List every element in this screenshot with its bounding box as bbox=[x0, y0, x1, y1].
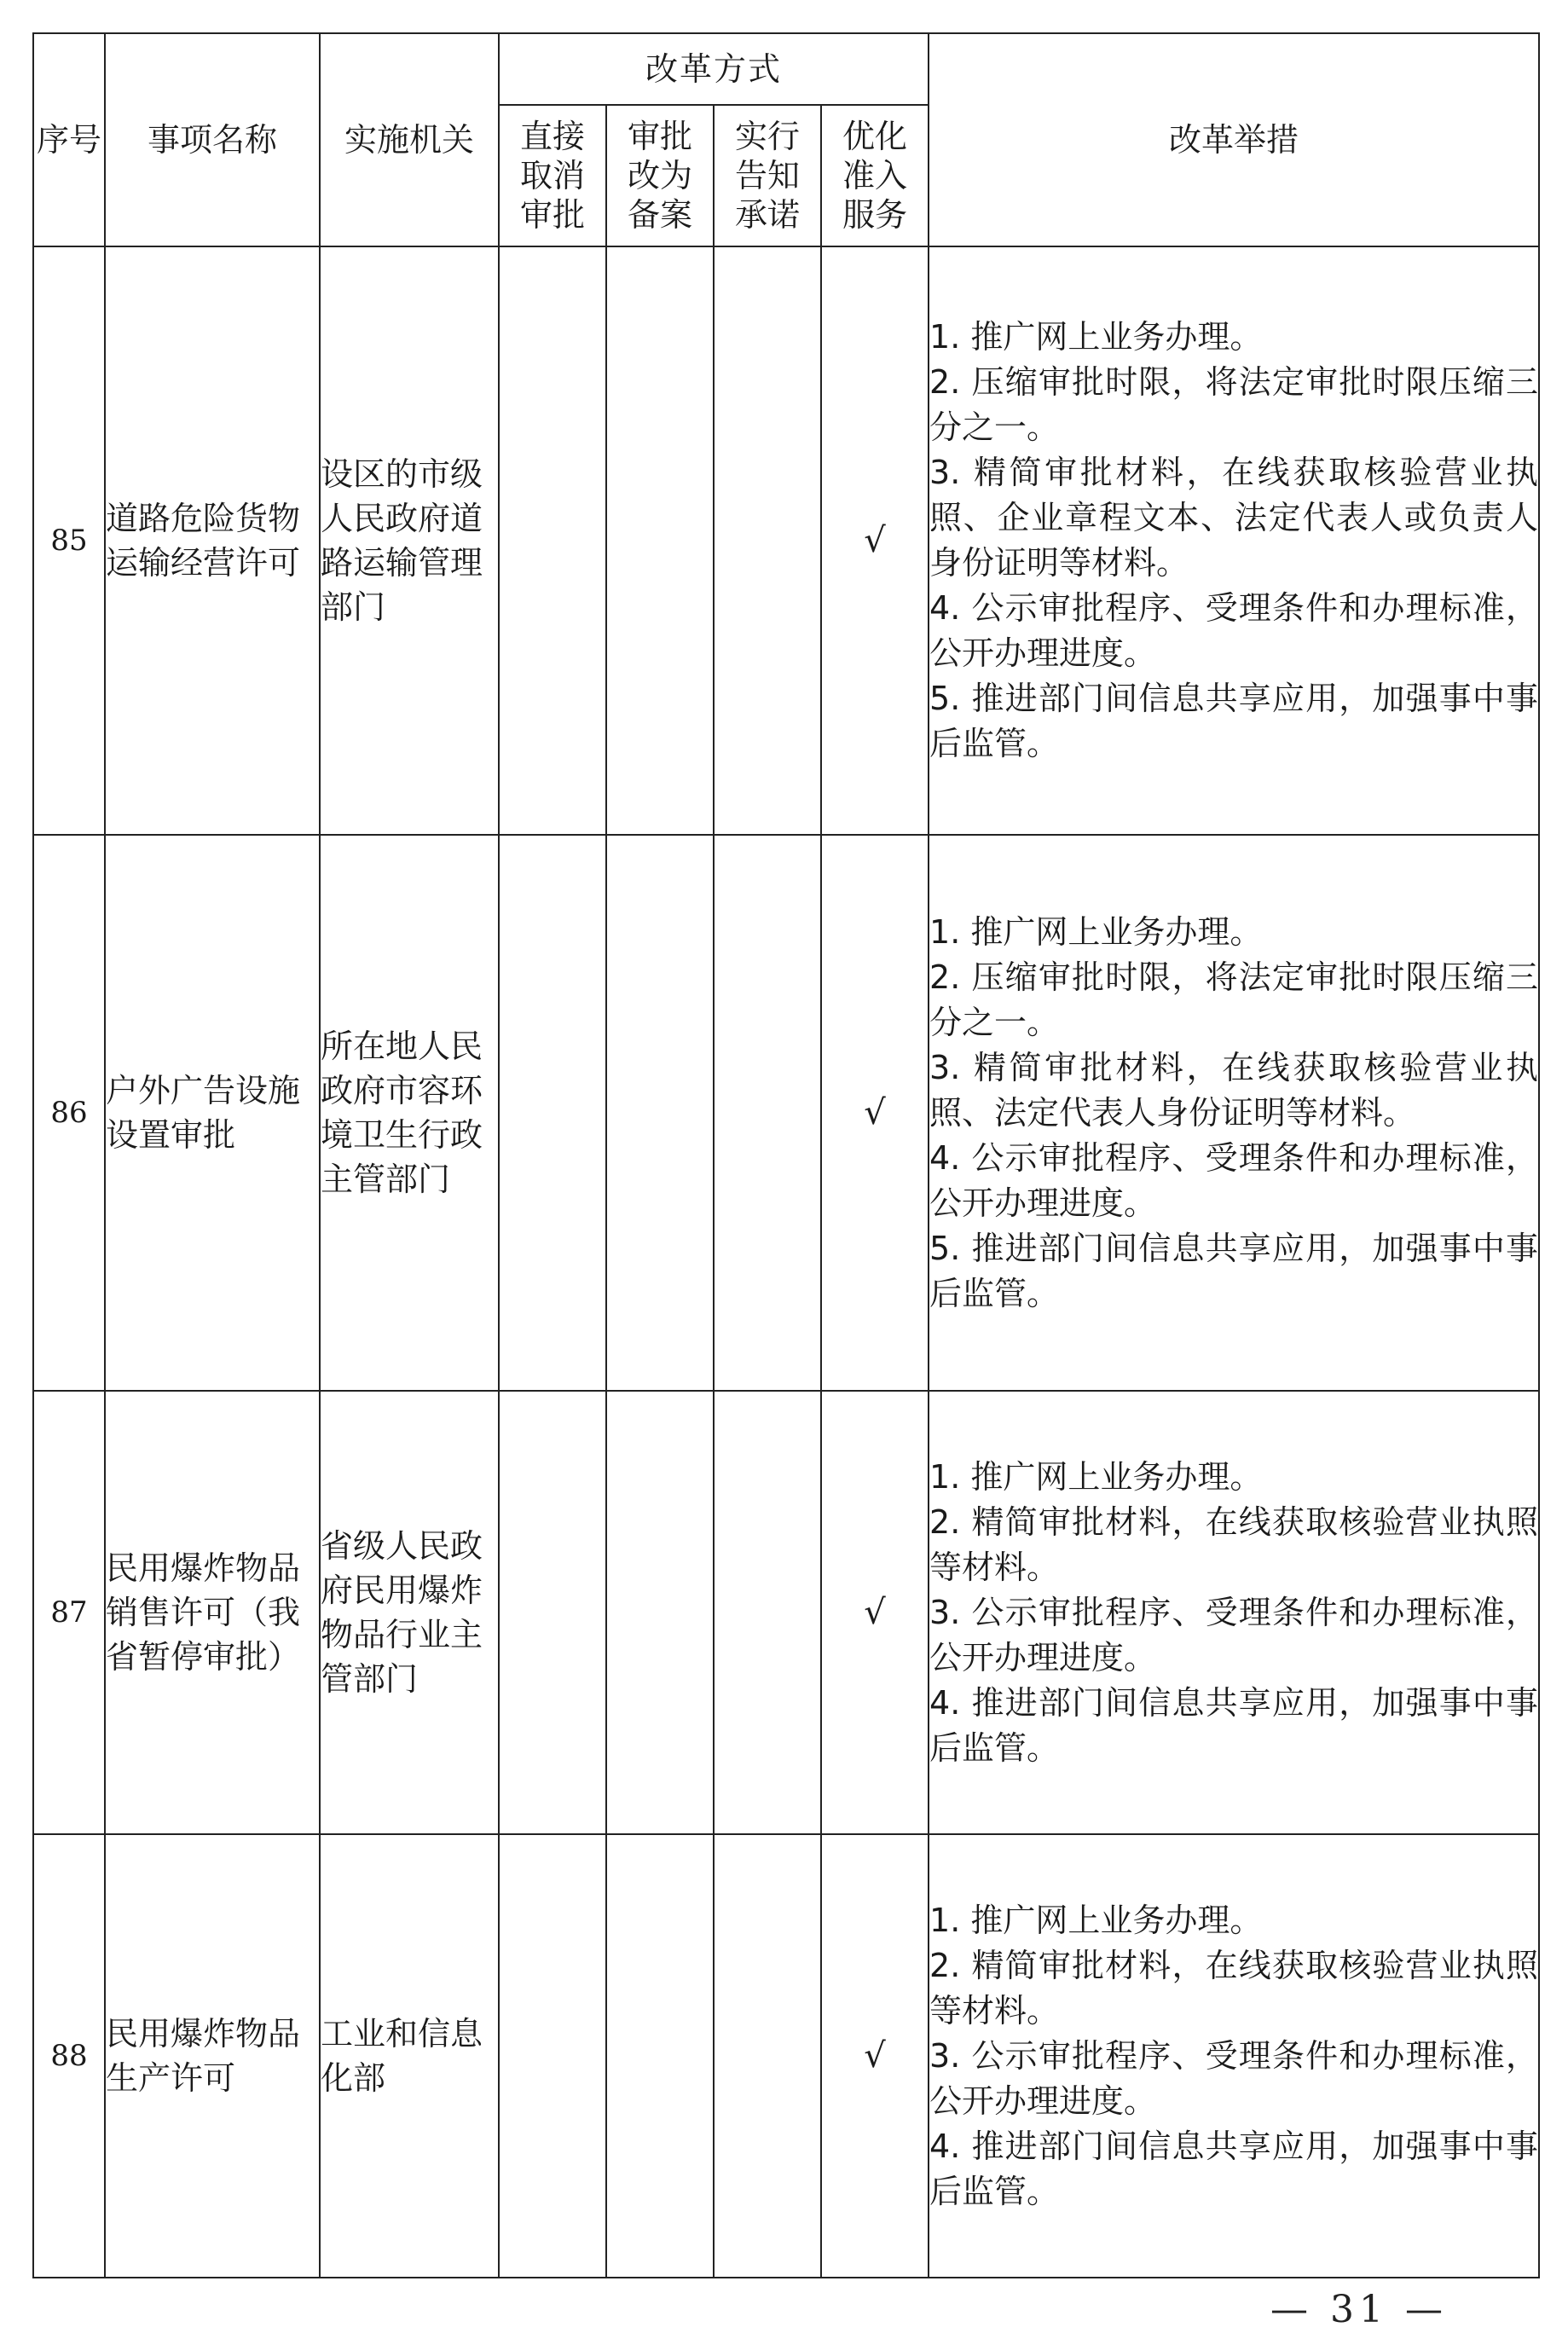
table-row bbox=[33, 246, 1539, 835]
method-optimize-cell bbox=[821, 246, 929, 835]
measure-item: 5. 推进部门间信息共享应用，加强事中事后监管。 bbox=[929, 1229, 1539, 1312]
agency: 所在地人民政府市容环境卫生行政主管部门 bbox=[320, 835, 499, 1391]
agency: 工业和信息化部 bbox=[320, 1834, 499, 2278]
item-name: 道路危险货物运输经营许可 bbox=[105, 246, 320, 835]
measure-item: 4. 公示审批程序、受理条件和办理标准，公开办理进度。 bbox=[929, 1138, 1539, 1222]
header-method-line: 告知 bbox=[734, 157, 800, 194]
measure-item: 4. 推进部门间信息共享应用，加强事中事后监管。 bbox=[929, 1683, 1539, 1767]
header-method-filing bbox=[606, 105, 714, 246]
measure-item: 3. 精简审批材料，在线获取核验营业执照、法定代表人身份证明等材料。 bbox=[929, 1048, 1539, 1132]
table-row bbox=[33, 1391, 1539, 1834]
method-optimize-cell bbox=[821, 1834, 929, 2278]
header-method-optimize bbox=[821, 105, 929, 246]
reform-table bbox=[32, 32, 1540, 2278]
table-row bbox=[33, 1834, 1539, 2278]
method-cancel-cell bbox=[499, 246, 606, 835]
measure-item: 2. 压缩审批时限，将法定审批时限压缩三分之一。 bbox=[929, 363, 1539, 446]
method-filing-cell bbox=[606, 835, 714, 1391]
method-cancel-cell bbox=[499, 1834, 606, 2278]
reform-measures bbox=[929, 835, 1539, 1391]
header-measures: 改革举措 bbox=[929, 33, 1539, 246]
table-row bbox=[33, 835, 1539, 1391]
header-method-line: 审批 bbox=[519, 196, 585, 234]
measure-item: 1. 推广网上业务办理。 bbox=[929, 1457, 1263, 1496]
measure-item: 2. 精简审批材料，在线获取核验营业执照等材料。 bbox=[929, 1946, 1539, 2029]
measure-item: 2. 精简审批材料，在线获取核验营业执照等材料。 bbox=[929, 1502, 1539, 1586]
header-method-line: 准入 bbox=[842, 157, 908, 194]
reform-measures bbox=[929, 1391, 1539, 1834]
method-commitment-cell bbox=[714, 1834, 821, 2278]
row-number: 88 bbox=[33, 1834, 105, 2278]
method-cancel-cell bbox=[499, 1391, 606, 1834]
measure-item: 1. 推广网上业务办理。 bbox=[929, 1901, 1263, 1939]
header-reform-method: 改革方式 bbox=[499, 33, 929, 105]
header-method-line: 承诺 bbox=[734, 196, 800, 234]
method-commitment-cell bbox=[714, 835, 821, 1391]
method-commitment-cell bbox=[714, 1391, 821, 1834]
agency: 省级人民政府民用爆炸物品行业主管部门 bbox=[320, 1391, 499, 1834]
agency: 设区的市级人民政府道路运输管理部门 bbox=[320, 246, 499, 835]
header-method-line: 改为 bbox=[627, 157, 692, 194]
header-agency: 实施机关 bbox=[320, 33, 499, 246]
header-method-line: 实行 bbox=[734, 118, 800, 155]
item-name: 民用爆炸物品生产许可 bbox=[105, 1834, 320, 2278]
method-filing-cell bbox=[606, 246, 714, 835]
check-mark-icon: √ bbox=[864, 1593, 886, 1632]
measure-item: 3. 公示审批程序、受理条件和办理标准，公开办理进度。 bbox=[929, 2036, 1539, 2120]
check-mark-icon: √ bbox=[864, 521, 886, 560]
method-commitment-cell bbox=[714, 246, 821, 835]
header-method-line: 备案 bbox=[627, 196, 692, 234]
method-optimize-cell bbox=[821, 835, 929, 1391]
method-cancel-cell bbox=[499, 835, 606, 1391]
measure-item: 2. 压缩审批时限，将法定审批时限压缩三分之一。 bbox=[929, 958, 1539, 1041]
measure-item: 4. 推进部门间信息共享应用，加强事中事后监管。 bbox=[929, 2127, 1539, 2210]
header-method-line: 取消 bbox=[519, 157, 585, 194]
table-body bbox=[33, 246, 1539, 2278]
header-seq: 序号 bbox=[33, 33, 105, 246]
check-mark-icon: √ bbox=[864, 1093, 886, 1132]
measure-item: 1. 推广网上业务办理。 bbox=[929, 318, 1263, 356]
check-mark-icon: √ bbox=[864, 2036, 886, 2076]
item-name: 户外广告设施设置审批 bbox=[105, 835, 320, 1391]
row-number: 86 bbox=[33, 835, 105, 1391]
row-number: 87 bbox=[33, 1391, 105, 1834]
reform-measures bbox=[929, 1834, 1539, 2278]
method-optimize-cell bbox=[821, 1391, 929, 1834]
header-method-line: 审批 bbox=[627, 118, 692, 155]
page-number: — 31 — bbox=[1270, 2288, 1448, 2331]
header-method-line: 优化 bbox=[842, 118, 908, 155]
header-method-line: 服务 bbox=[842, 196, 908, 234]
header-method-line: 直接 bbox=[519, 118, 585, 155]
row-number: 85 bbox=[33, 246, 105, 835]
measure-item: 1. 推广网上业务办理。 bbox=[929, 912, 1263, 951]
method-filing-cell bbox=[606, 1834, 714, 2278]
measure-item: 5. 推进部门间信息共享应用，加强事中事后监管。 bbox=[929, 680, 1539, 762]
measure-item: 4. 公示审批程序、受理条件和办理标准，公开办理进度。 bbox=[929, 589, 1539, 672]
header-method-commitment bbox=[714, 105, 821, 246]
measure-item: 3. 精简审批材料，在线获取核验营业执照、企业章程文本、法定代表人或负责人身份证明等材料。 bbox=[929, 454, 1539, 582]
header-method-cancel bbox=[499, 105, 606, 246]
method-filing-cell bbox=[606, 1391, 714, 1834]
header-item-name: 事项名称 bbox=[105, 33, 320, 246]
reform-measures bbox=[929, 246, 1539, 835]
item-name: 民用爆炸物品销售许可（我省暂停审批） bbox=[105, 1391, 320, 1834]
measure-item: 3. 公示审批程序、受理条件和办理标准，公开办理进度。 bbox=[929, 1593, 1539, 1676]
